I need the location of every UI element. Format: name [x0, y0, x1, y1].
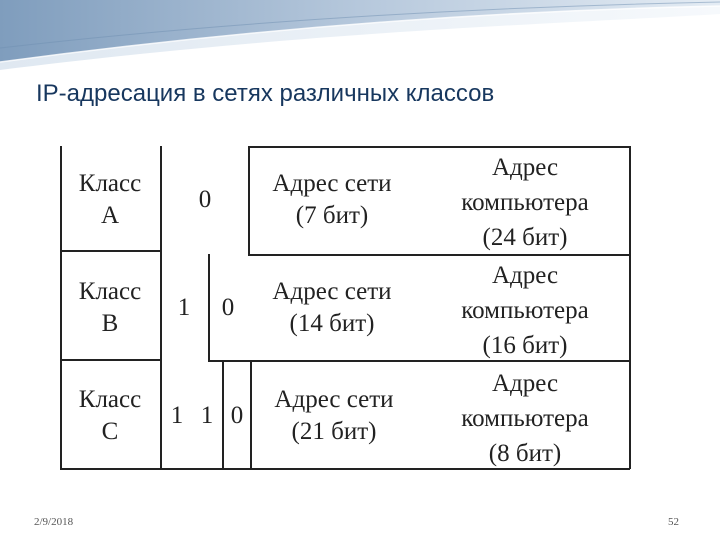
- class-a-prefix-bit: 0: [198, 186, 212, 213]
- slide-title: IP-адресация в сетях различных классов: [36, 80, 495, 107]
- class-c-host-line-1: Адрес: [491, 370, 559, 397]
- class-c-network-line-1: Адрес сети: [274, 386, 394, 413]
- class-b-prefix-bit-2: 0: [221, 294, 235, 321]
- class-c-network-cell: [254, 384, 414, 448]
- class-c-prefix-bit-1: 1: [170, 402, 184, 429]
- class-b-label: [62, 276, 158, 340]
- class-b-host-cell: [430, 258, 620, 363]
- class-a-host-line-1: Адрес: [491, 154, 559, 181]
- class-c-host-line-3: (8 бит): [488, 440, 562, 467]
- class-a-host-cell: [430, 150, 620, 255]
- class-a-host-line-2: компьютера: [461, 189, 589, 216]
- class-c-host-line-2: компьютера: [461, 405, 589, 432]
- class-a-network-cell: [252, 168, 412, 232]
- class-c-prefix-bit-3: 0: [230, 402, 244, 429]
- slide-number: 52: [668, 516, 679, 528]
- class-b-host-line-2: компьютера: [461, 297, 589, 324]
- class-a-label-line-1: Класс: [78, 170, 142, 197]
- class-c-label-line-2: С: [101, 418, 119, 445]
- table-right-border: [629, 146, 631, 469]
- class-a-label-line-2: А: [100, 202, 120, 229]
- class-c-network-line-2: (21 бит): [291, 418, 377, 445]
- class-b-prefix-bit-1: 1: [177, 294, 191, 321]
- prefix-bit-divider-b: [208, 254, 210, 361]
- class-a-network-line-1: Адрес сети: [272, 170, 392, 197]
- table-top-border: [248, 146, 630, 148]
- class-c-prefix-bit-2: 1: [200, 402, 214, 429]
- class-b-label-line-2: В: [101, 310, 119, 337]
- class-column-border: [160, 146, 162, 469]
- class-b-network-cell: [252, 276, 412, 340]
- prefix-column-border-c: [250, 360, 252, 469]
- class-a-label: [62, 168, 158, 232]
- row-divider-1-left: [60, 250, 160, 252]
- row-divider-2-left: [60, 359, 160, 361]
- class-c-host-cell: [430, 366, 620, 471]
- class-c-label: [62, 384, 158, 448]
- class-b-host-line-3: (16 бит): [482, 332, 568, 359]
- class-b-label-line-1: Класс: [78, 278, 142, 305]
- class-b-network-line-2: (14 бит): [289, 310, 375, 337]
- class-b-network-line-1: Адрес сети: [272, 278, 392, 305]
- prefix-column-border-a: [248, 146, 250, 255]
- class-a-host-line-3: (24 бит): [482, 224, 568, 251]
- class-a-network-line-2: (7 бит): [295, 202, 369, 229]
- footer-date: 2/9/2018: [34, 516, 74, 528]
- class-b-host-line-1: Адрес: [491, 262, 559, 289]
- class-c-label-line-1: Класс: [78, 386, 142, 413]
- header-swoosh-decoration: [0, 0, 720, 70]
